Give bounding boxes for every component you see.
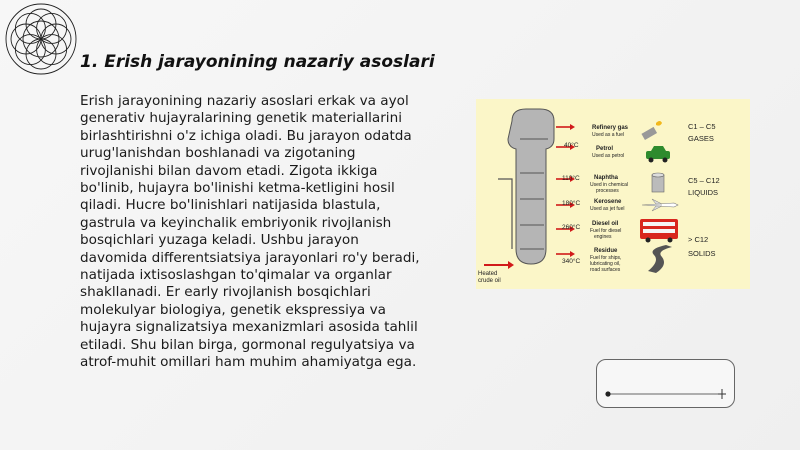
fraction-name: Residue <box>594 248 618 254</box>
fraction-use: Used in chemical <box>590 182 629 188</box>
input-label: Heated <box>478 271 498 277</box>
group-range: C1 – C5 <box>688 122 716 131</box>
fraction-use: Fuel for diesel <box>590 228 622 234</box>
fraction-use: Used as jet fuel <box>590 206 625 212</box>
fraction-use: road surfaces <box>590 267 621 273</box>
group-state: SOLIDS <box>688 249 716 258</box>
fraction-name: Refinery gas <box>592 125 629 131</box>
fraction-name: Naphtha <box>594 175 618 181</box>
input-label-2: crude oil <box>478 278 501 284</box>
bus-icon <box>640 219 678 243</box>
group-range: C5 – C12 <box>688 176 720 185</box>
slide-paragraph: Erish jarayonining nazariy asoslari erkak va ayol generativ hujayralarining genetik materiallarini birlashtirishni o'z ichiga oladi. Bu jarayon odatda urug'lanishdan boshlanadi va zigotaning rivojlanishi bilan davom etadi. Zigota ikkiga bo'linib, hujayra bo'linishi ketma-ketligini hosil qiladi. Hucre bo'linishlari natijasida blastula, gastrula va keyinchalik embriyonik rivojlanish bosqichlari yuzaga keladi. Ushbu jarayon davomida differentsiatsiya jarayonlari ro'y beradi, natijada ixtisoslashgan to'qimalar va organlar shakllanadi. Er early rivojlanish bosqichlari molekulyar biologiya, genetik ekspressiya va hujayra signalizatsiya mexanizmlari asosida tahlil etiladi. Shu bilan birga, gormonal regulyatsiya va atrof-muhit omillari ham muhim ahamiyatga ega. <box>80 93 420 371</box>
group-range: > C12 <box>688 235 709 244</box>
slide-title: 1. Erish jarayonining nazariy asoslari <box>80 52 435 72</box>
barrel-icon <box>652 173 664 192</box>
fraction-use: Used as petrol <box>592 153 625 159</box>
temp-label: 340°C <box>562 258 581 265</box>
fractional-distillation-diagram <box>476 99 750 289</box>
temp-label: 180°C <box>562 200 581 207</box>
temp-label: 110°C <box>562 175 580 182</box>
fraction-name: Kerosene <box>594 199 622 205</box>
fraction-use: Fuel for ships, <box>590 255 622 261</box>
fraction-use: engines <box>594 234 612 240</box>
spirograph-logo-icon <box>4 2 78 76</box>
fraction-use: processes <box>596 188 619 194</box>
fraction-use: lubricating oil, <box>590 261 621 267</box>
temp-label: 260°C <box>562 224 581 231</box>
group-state: LIQUIDS <box>688 188 719 197</box>
slider-start-handle[interactable] <box>605 391 610 396</box>
fraction-use: Used as a fuel <box>592 132 624 138</box>
fraction-name: Diesel oil <box>592 221 619 227</box>
fraction-name: Petrol <box>596 146 614 152</box>
group-state: GASES <box>688 134 714 143</box>
timeline-slider[interactable] <box>596 359 735 408</box>
temp-label: 40°C <box>564 142 579 149</box>
